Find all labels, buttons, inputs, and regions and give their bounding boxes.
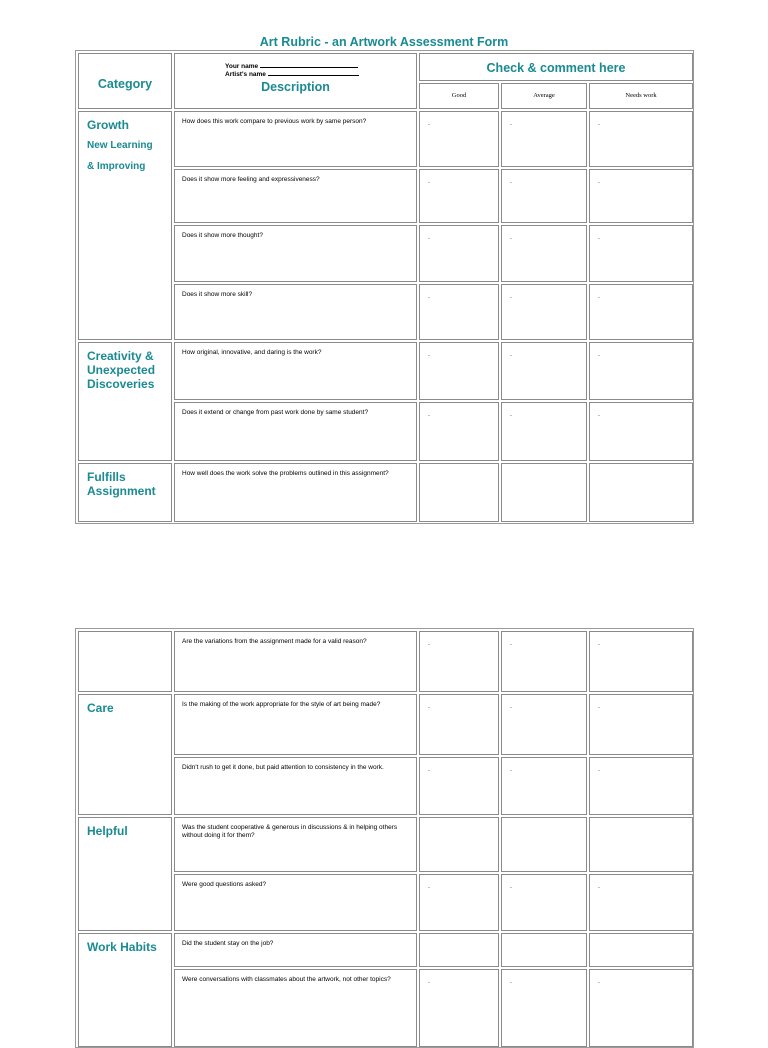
category-fulfills-label: Fulfills Assignment: [87, 470, 156, 498]
mark: .: [428, 411, 430, 418]
average-cell[interactable]: [501, 694, 587, 755]
mark: .: [510, 411, 512, 418]
category-care-label: Care: [87, 701, 114, 715]
category-work-habits-label: Work Habits: [87, 940, 157, 954]
needs-work-cell[interactable]: [589, 225, 693, 282]
mark: .: [510, 883, 512, 890]
mark: .: [598, 178, 600, 185]
mark: .: [510, 351, 512, 358]
good-cell[interactable]: [419, 402, 499, 461]
rubric-table-1: [75, 50, 694, 524]
artists-name-label: Artist's name: [225, 71, 266, 78]
average-cell[interactable]: [501, 817, 587, 872]
category-growth-sub2: & Improving: [87, 161, 146, 172]
needs-work-cell[interactable]: [589, 342, 693, 400]
needs-work-cell[interactable]: [589, 111, 693, 167]
good-cell[interactable]: [419, 757, 499, 815]
row-desc: Didn't rush to get it done, but paid attention to consistency in the work.: [174, 757, 417, 815]
mark: .: [428, 178, 430, 185]
good-cell[interactable]: [419, 463, 499, 522]
average-cell[interactable]: [501, 402, 587, 461]
category-header: Category: [97, 77, 153, 91]
mark: .: [598, 640, 600, 647]
needs-work-cell[interactable]: [589, 463, 693, 522]
mark: .: [598, 411, 600, 418]
category-growth-sub1: New Learning: [87, 140, 153, 151]
row-desc: Were good questions asked?: [174, 874, 417, 931]
mark: .: [598, 120, 600, 127]
average-cell[interactable]: [501, 933, 587, 967]
category-continued: [78, 631, 172, 692]
needs-work-cell[interactable]: [589, 402, 693, 461]
average-cell[interactable]: [501, 757, 587, 815]
row-desc: Does it extend or change from past work done by same student?: [174, 402, 417, 461]
mark: .: [598, 351, 600, 358]
mark: .: [598, 978, 600, 985]
needs-work-cell[interactable]: [589, 969, 693, 1047]
check-header: Check & comment here: [486, 61, 626, 75]
category-fulfills: [78, 463, 172, 522]
category-work-habits: [78, 933, 172, 1047]
category-helpful: [78, 817, 172, 931]
good-cell[interactable]: [419, 694, 499, 755]
good-cell[interactable]: [419, 169, 499, 223]
needs-work-cell[interactable]: [589, 284, 693, 340]
average-cell[interactable]: [501, 874, 587, 931]
category-creativity-label: Creativity & Unexpected Discoveries: [87, 349, 156, 391]
needs-work-cell[interactable]: [589, 874, 693, 931]
good-cell[interactable]: [419, 342, 499, 400]
category-growth-label: Growth: [87, 118, 129, 132]
mark: .: [428, 766, 430, 773]
average-cell[interactable]: [501, 463, 587, 522]
good-cell[interactable]: [419, 874, 499, 931]
row-desc: How well does the work solve the problems outlined in this assignment?: [174, 463, 417, 522]
row-desc: Does it show more skill?: [174, 284, 417, 340]
artists-name-line: [268, 69, 359, 76]
mark: .: [598, 293, 600, 300]
row-desc: Does it show more feeling and expressiveness?: [174, 169, 417, 223]
mark: .: [598, 234, 600, 241]
mark: .: [428, 978, 430, 985]
category-helpful-label: Helpful: [87, 824, 128, 838]
needs-work-cell[interactable]: [589, 933, 693, 967]
good-cell[interactable]: [419, 225, 499, 282]
mark: .: [510, 293, 512, 300]
mark: .: [598, 766, 600, 773]
column-average: Average: [501, 83, 587, 109]
mark: .: [428, 120, 430, 127]
your-name-label: Your name: [225, 63, 259, 70]
artists-name-field[interactable]: [225, 69, 359, 79]
description-header: Description: [261, 80, 330, 94]
mark: .: [428, 883, 430, 890]
good-cell[interactable]: [419, 969, 499, 1047]
average-cell[interactable]: [501, 284, 587, 340]
average-cell[interactable]: [501, 631, 587, 692]
good-cell[interactable]: [419, 933, 499, 967]
category-growth: [78, 111, 172, 340]
mark: .: [510, 178, 512, 185]
column-good: Good: [419, 83, 499, 109]
row-desc: Did the student stay on the job?: [174, 933, 417, 967]
mark: .: [510, 640, 512, 647]
category-creativity: [78, 342, 172, 461]
average-cell[interactable]: [501, 969, 587, 1047]
mark: .: [510, 766, 512, 773]
mark: .: [428, 640, 430, 647]
average-cell[interactable]: [501, 342, 587, 400]
row-desc: Is the making of the work appropriate for the style of art being made?: [174, 694, 417, 755]
average-cell[interactable]: [501, 225, 587, 282]
good-cell[interactable]: [419, 631, 499, 692]
mark: .: [598, 883, 600, 890]
mark: .: [428, 703, 430, 710]
mark: .: [428, 234, 430, 241]
description-header-cell: [174, 53, 417, 109]
needs-work-cell[interactable]: [589, 694, 693, 755]
mark: .: [598, 703, 600, 710]
good-cell[interactable]: [419, 284, 499, 340]
mark: .: [428, 351, 430, 358]
row-desc: How original, innovative, and daring is the work?: [174, 342, 417, 400]
needs-work-cell[interactable]: [589, 817, 693, 872]
mark: .: [428, 293, 430, 300]
column-needs-work: Needs work: [589, 83, 693, 109]
page-title: Art Rubric - an Artwork Assessment Form: [259, 35, 509, 49]
row-desc: Are the variations from the assignment made for a valid reason?: [174, 631, 417, 692]
average-cell[interactable]: [501, 169, 587, 223]
row-desc: Was the student cooperative & generous in discussions & in helping others without doing it for them?: [174, 817, 417, 872]
row-desc: How does this work compare to previous work by same person?: [174, 111, 417, 167]
row-desc: Does it show more thought?: [174, 225, 417, 282]
row-desc: Were conversations with classmates about the artwork, not other topics?: [174, 969, 417, 1047]
category-care: [78, 694, 172, 815]
needs-work-cell[interactable]: [589, 631, 693, 692]
needs-work-cell[interactable]: [589, 169, 693, 223]
category-header-cell: [78, 53, 172, 109]
average-cell[interactable]: [501, 111, 587, 167]
good-cell[interactable]: [419, 817, 499, 872]
your-name-line: [260, 61, 358, 68]
rubric-table-2: [75, 628, 694, 1048]
mark: .: [510, 978, 512, 985]
mark: .: [510, 703, 512, 710]
needs-work-cell[interactable]: [589, 757, 693, 815]
mark: .: [510, 120, 512, 127]
check-header-cell: [419, 53, 693, 81]
good-cell[interactable]: [419, 111, 499, 167]
mark: .: [510, 234, 512, 241]
